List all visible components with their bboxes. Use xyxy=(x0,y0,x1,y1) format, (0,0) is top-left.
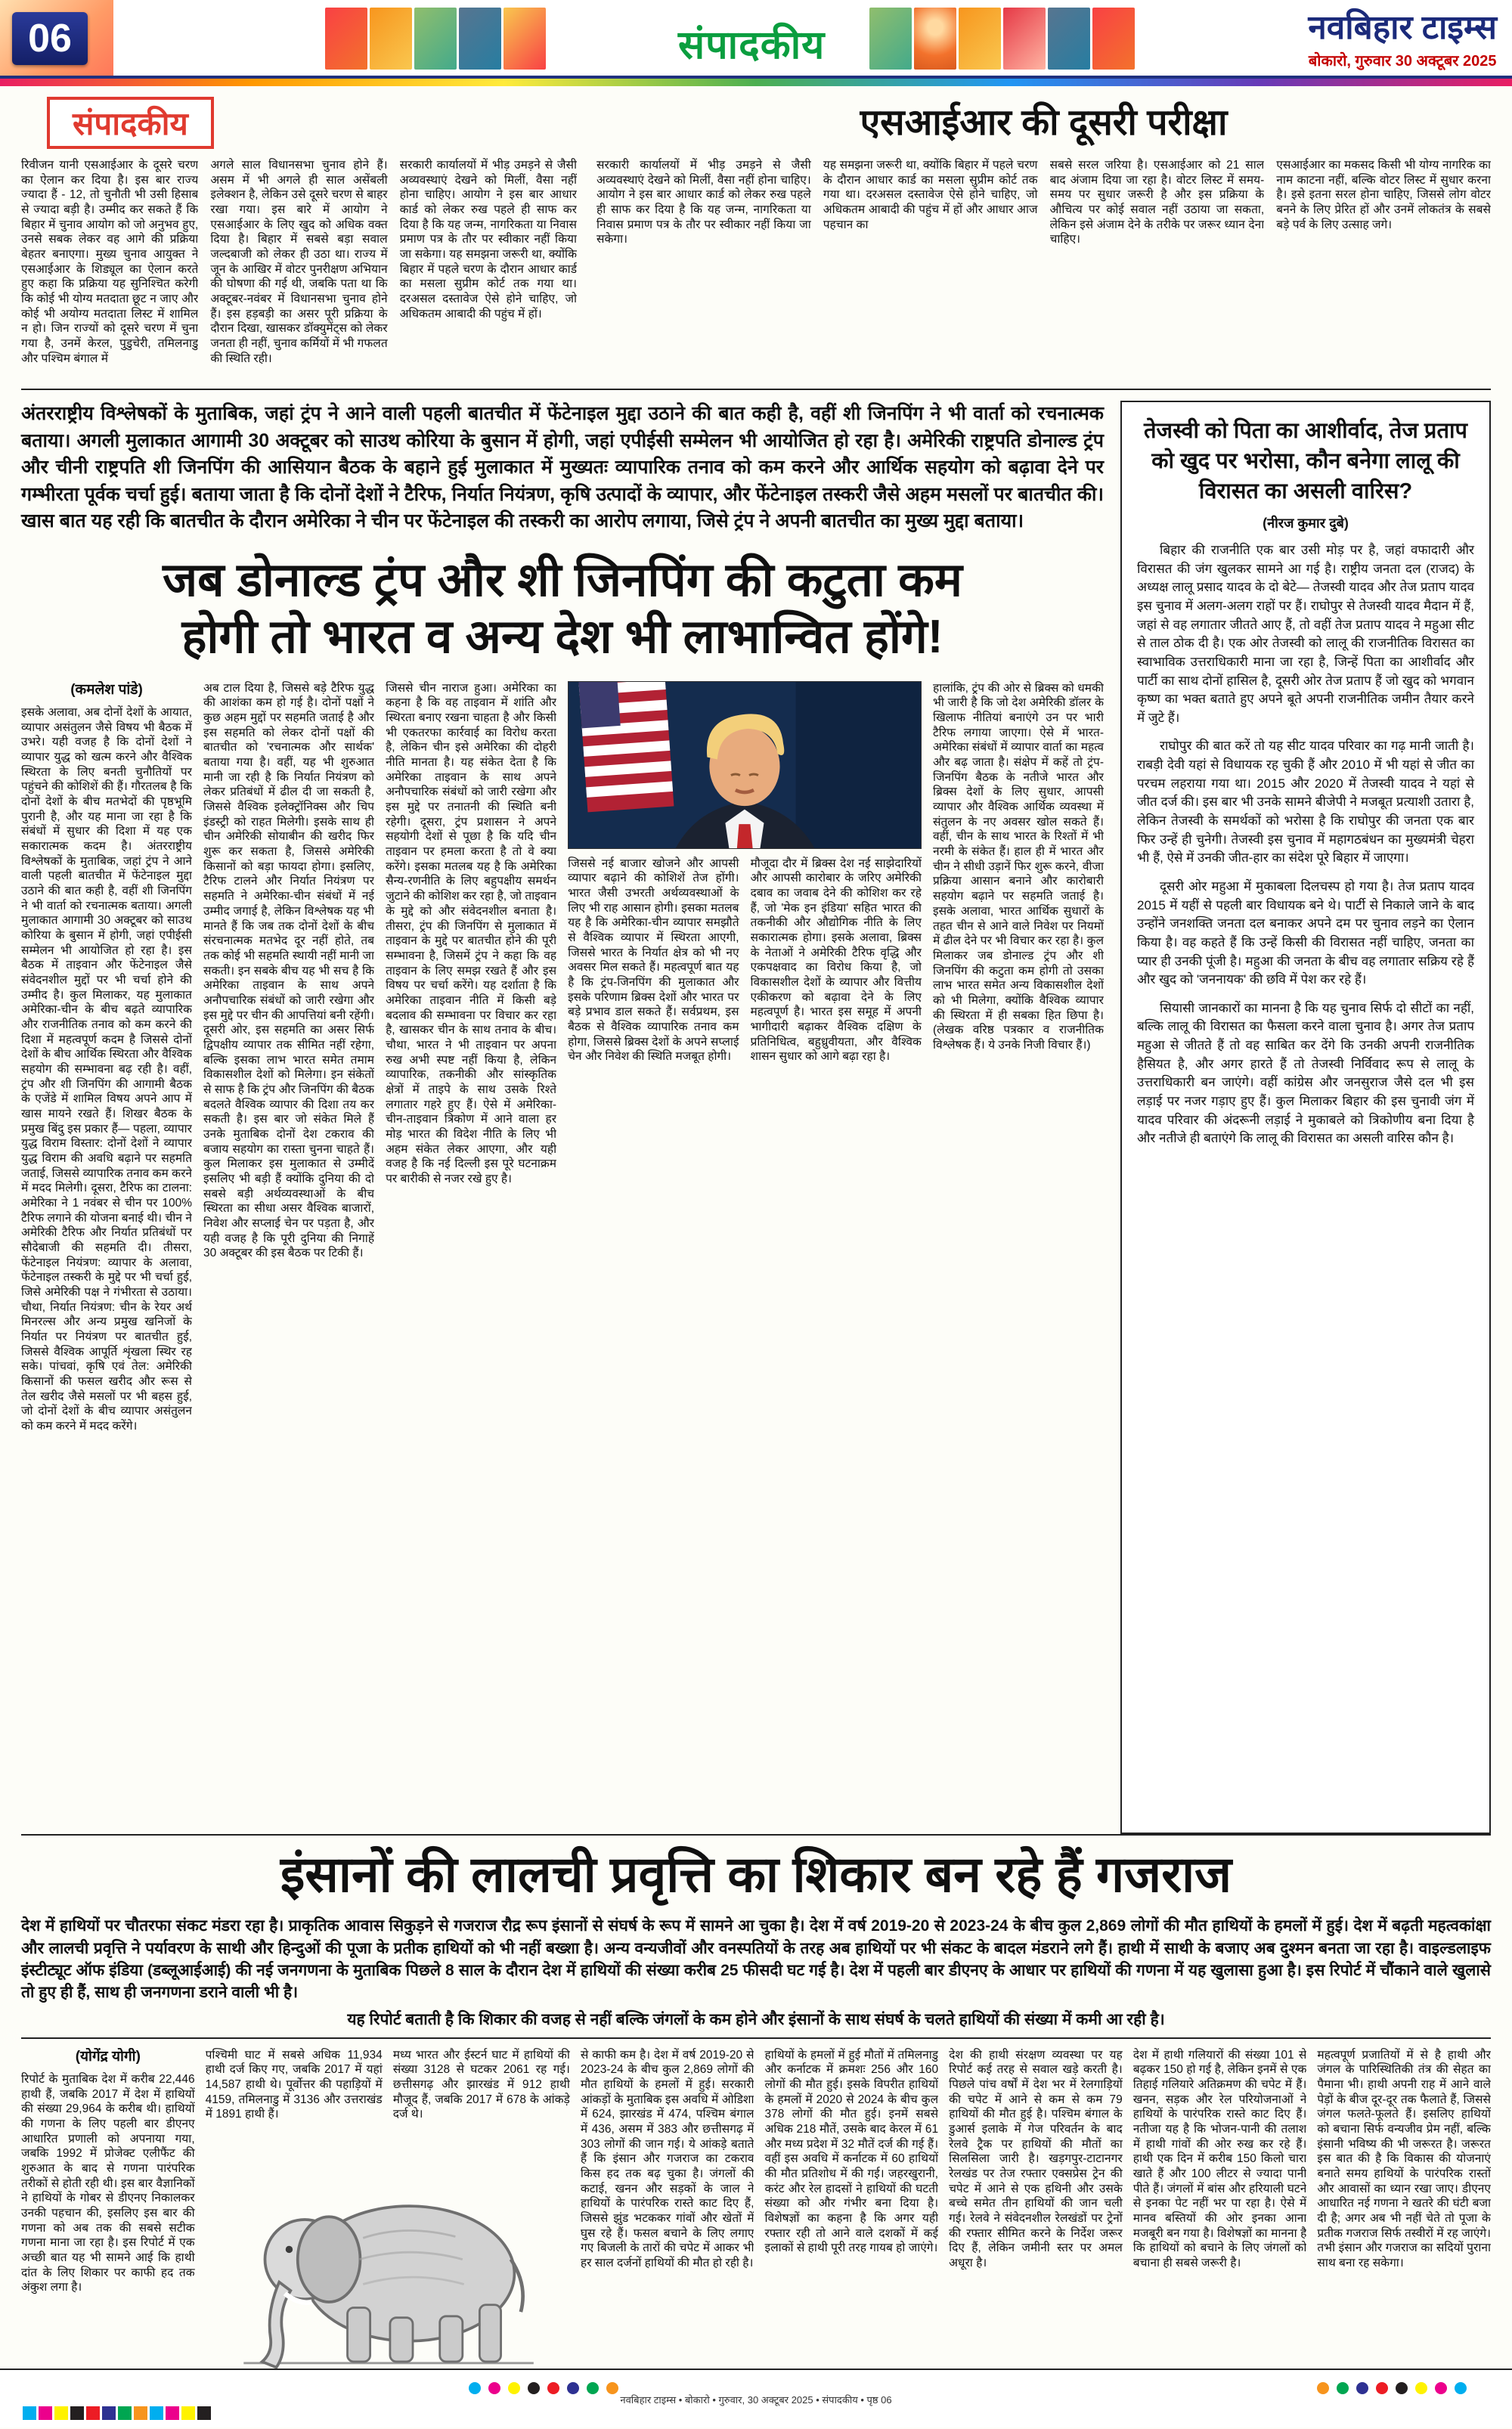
article-column: अब टाल दिया है, जिससे बड़े टैरिफ युद्ध की आशंका कम हो गई है। दोनों पक्षों ने कुछ अहम मुद्दों पर सहमति जताई है और इस सहमति को लेकर दोनों पक्षों की बातचीत को 'रचनात्मक और सार्थक' बताया गया है। वहीं, यह भी शुरुआत मानी जा रही है कि निर्यात नियंत्रण को लेकर प्रतिबंधों में ढील दी जा सकती है, जिससे वैश्विक इलेक्ट्रॉनिक्स और चिप इंडस्ट्री को राहत मिलेगी। इसके साथ ही चीन अमेरिकी सोयाबीन की खरीद फिर शुरू कर सकता है, जिससे अमेरिकी किसानों को बड़ा फायदा होगा। इसलिए, टैरिफ टालने और निर्यात नियंत्रण पर सहमति ने अमेरिका-चीन संबंधों में नई उम्मीद जगाई है, लेकिन विश्लेषक यह भी मानते हैं कि जब तक दोनों देशों के बीच संरचनात्मक मतभेद दूर नहीं होते, तब तक कोई भी सहमति स्थायी नहीं मानी जा सकती। इन सबके बीच यह भी सच है कि अमेरिका ताइवान के साथ अपने अनौपचारिक संबंधों को जारी रखेगा और इस मुद्दे पर चीन की आपत्तियां बनी रहेंगी। दूसरी ओर, इस सहमति का असर सिर्फ द्विपक्षीय व्यापार तक सीमित नहीं रहेगा, बल्कि इसका लाभ भारत समेत तमाम विकासशील देशों को मिलेगा। इन संकेतों से साफ है कि ट्रंप और जिनपिंग की बैठक बदलते वैश्विक व्यापार की दिशा तय कर सकती है। इस बार जो संकेत मिले हैं उनके मुताबिक दोनों देश टकराव की बजाय सहयोग का रास्ता चुनना चाहते हैं। कुल मिलाकर इस मुलाकात से उम्मीदें इसलिए भी बड़ी हैं क्योंकि दुनिया की दो सबसे बड़ी अर्थव्यवस्थाओं के बीच स्थिरता का सीधा असर वैश्विक बाजारों, निवेश और सप्लाई चेन पर पड़ता है, और यही वजह है कि पूरी दुनिया की निगाहें 30 अक्टूबर की इस बैठक पर टिकी हैं। xyxy=(203,681,375,1260)
print-registration-squares xyxy=(23,2406,211,2420)
masthead-collage-right xyxy=(869,8,1135,70)
article-column: हालांकि, ट्रंप की ओर से ब्रिक्स को धमकी भी जारी है कि जो देश अमेरिकी डॉलर के खिलाफ नीतियां बनाएंगे उन पर भारी टैरिफ लगाया जाएगा। ऐसे में भारत-अमेरिका संबंधों में व्यापार वार्ता का महत्व और बढ़ जाता है। संक्षेप में कहें तो ट्रंप-जिनपिंग बैठक के नतीजे भारत और ब्रिक्स देशों के लिए सुधार, आपसी व्यापार और वैश्विक आर्थिक व्यवस्था में संतुलन के नए अवसर खोल सकते हैं। वहीं, चीन के साथ भारत के रिश्तों में भी नरमी के संकेत हैं। हाल ही में भारत और चीन ने सीधी उड़ानें फिर शुरू करने, वीजा प्रक्रिया आसान बनाने और कारोबारी सहयोग बढ़ाने पर सहमति जताई है। इसके अलावा, भारत आर्थिक सुधारों के तहत चीन से आने वाले निवेश पर नियमों में ढील देने पर भी विचार कर रहा है। कुल मिलाकर जब डोनाल्ड ट्रंप और शी जिनपिंग की कटुता कम होगी तो उसका लाभ भारत समेत अन्य विकासशील देशों को भी मिलेगा, क्योंकि वैश्विक व्यापार की स्थिरता में ही सबका हित छिपा है। (लेखक वरिष्ठ पत्रकार व राजनीतिक विश्लेषक हैं। ये उनके निजी विचार हैं।) xyxy=(932,681,1104,1052)
editorial-left-columns xyxy=(21,158,577,385)
article-column: से काफी कम है। देश में वर्ष 2019-20 से 2023-24 के बीच कुल 2,869 लोगों की मौत हाथियों के हमलों में हुई। सरकारी आंकड़ों के मुताबिक इस अवधि में ओडिशा में 624, झारखंड में 474, पश्चिम बंगाल में 436, असम में 383 और छत्तीसगढ़ में 303 लोगों की जान गई। ये आंकड़े बताते हैं कि इंसान और गजराज का टकराव किस हद तक बढ़ चुका है। जंगलों की कटाई, खनन और सड़कों के जाल ने हाथियों के पारंपरिक रास्ते काट दिए हैं, जिससे झुंड भटककर गांवों और खेतों में घुस रहे हैं। फसल बचाने के लिए लगाए गए बिजली के तारों की चपेट में आकर भी हर साल दर्जनों हाथियों की मौत हो रही है। xyxy=(580,2048,754,2270)
sidebar-paragraph: दूसरी ओर महुआ में मुकाबला दिलचस्प हो गया है। तेज प्रताप यादव 2015 में यहीं से पहली बार विधायक बने थे। पार्टी से निकाले जाने के बाद उन्होंने जनशक्ति जनता दल बनाकर अपने दम पर चुनाव लड़ने का ऐलान किया है। वह कहते हैं कि उन्हें किसी की विरासत नहीं चाहिए, जनता का प्यार ही उनकी पूंजी है। महुआ की जनता के बीच वह लगातार सक्रिय रहे हैं और खुद को 'जननायक' की छवि में पेश कर रहे हैं। xyxy=(1137,878,1474,987)
article-column: हाथियों के हमलों में हुई मौतों में तमिलनाडु और कर्नाटक में क्रमशः 256 और 160 लोगों की मौत हुई। इसके विपरीत हाथियों के हमलों में 2020 से 2024 के बीच कुल 378 लोगों की मौत हुई। इनमें सबसे अधिक 218 मौतें, उसके बाद केरल में 61 और मध्य प्रदेश में 32 मौतें दर्ज की गई हैं। वहीं इस अवधि में कर्नाटक में 60 हाथियों की मौत प्रतिशोध में की गई। जहरखुरानी, करंट और रेल हादसों ने हाथियों की घटती संख्या को और गंभीर बना दिया है। विशेषज्ञों का कहना है कि अगर यही रफ्तार रही तो आने वाले दशकों में कई इलाकों से हाथी पूरी तरह गायब हो जाएंगे। xyxy=(764,2048,939,2255)
editorial-column: यह समझना जरूरी था, क्योंकि बिहार में पहले चरण के दौरान आधार कार्ड का मसला सुप्रीम कोर्ट तक गया था। दरअसल दस्तावेज ऐसे होने चाहिए, जो अधिकतम आबादी की पहुंच में हों और आधार आज पहचान का xyxy=(823,159,1038,231)
article-column: महत्वपूर्ण प्रजातियों में से है हाथी और जंगल के पारिस्थितिकी तंत्र की सेहत का पैमाना भी। हाथी अपनी राह में आने वाले पेड़ों के बीज दूर-दूर तक फैलाते हैं, जिससे जंगल फलते-फूलते हैं। इसलिए हाथियों को बचाना सिर्फ वन्यजीव प्रेम नहीं, बल्कि इंसानी भविष्य की भी जरूरत है। जरूरत इस बात की है कि विकास की योजनाएं बनाते समय हाथियों के पारंपरिक रास्तों और आवासों का ध्यान रखा जाए। डीएनए आधारित नई गणना ने खतरे की घंटी बजा दी है; अगर अब भी नहीं चेते तो पूजा के प्रतीक गजराज सिर्फ तस्वीरों में रह जाएंगे। तभी इंसान और गजराज का सदियों पुराना साथ बना रह सकेगा। xyxy=(1317,2048,1491,2270)
byline: (योगेंद्र योगी) xyxy=(75,2048,141,2065)
article-column: देश की हाथी संरक्षण व्यवस्था पर यह रिपोर्ट कई तरह से सवाल खड़े करती है। पिछले पांच वर्षों में देश भर में रेलगाड़ियों की चपेट में आने से कम से कम 79 हाथियों की मौत हुई है। पश्चिम बंगाल के डुआर्स इलाके में गेज परिवर्तन के बाद रेलवे ट्रैक पर हाथियों की मौतों का सिलसिला जारी है। खड़गपुर-टाटानगर रेलखंड पर तेज रफ्तार एक्सप्रेस ट्रेन की चपेट में आने से एक हथिनी और उसके बच्चे समेत तीन हाथियों की जान चली गई। रेलवे ने संवेदनशील रेलखंडों पर ट्रेनों की रफ्तार सीमित करने के निर्देश जरूर दिए हैं, लेकिन जमीनी स्तर पर अमल अधूरा है। xyxy=(949,2048,1123,2270)
collage-image xyxy=(414,8,457,70)
editorial-column: सरकारी कार्यालयों में भीड़ उमड़ने से जैसी अव्यवस्थाएं देखने को मिलीं, वैसा नहीं होना चाहिए। आयोग ने इस बार आधार कार्ड को लेकर रुख पहले ही साफ कर दिया है कि यह जन्म, नागरिकता या निवास प्रमाण पत्र के तौर पर स्वीकार नहीं किया जा सकेगा। यह समझना जरूरी था, क्योंकि बिहार में पहले चरण के दौरान आधार कार्ड का मसला सुप्रीम कोर्ट तक गया था। दरअसल दस्तावेज ऐसे होने चाहिए, जो अधिकतम आबादी की पहुंच में हों। xyxy=(399,159,577,321)
trump-article-body xyxy=(21,681,1104,1755)
masthead xyxy=(0,0,1512,79)
trump-photo xyxy=(568,681,922,849)
photo-column-group xyxy=(568,681,922,1755)
sidebar-article xyxy=(1120,401,1491,1834)
article-column xyxy=(21,2048,195,2369)
article-column: मौजूदा दौर में ब्रिक्स देश नई साझेदारियों और आपसी कारोबार के जरिए अमेरिकी दबाव का जवाब देने की कोशिश कर रहे हैं, जो 'मेक इन इंडिया' सहित भारत की तकनीकी और औद्योगिक नीति के लिए सकारात्मक होगा। इसके अलावा, ब्रिक्स के नेताओं ने अमेरिकी टैरिफ वृद्धि और एकपक्षवाद का विरोध किया है, जो विकासशील देशों के व्यापार और वित्तीय एकीकरण को बढ़ावा देने के लिए महत्वपूर्ण है। भारत इस समूह में अपनी भागीदारी बढ़ाकर वैश्विक दक्षिण के प्रतिनिधित्व, बहुध्रुवीयता, और वैश्विक शासन सुधार को आगे बढ़ा रहा है। xyxy=(750,857,922,1064)
trump-article xyxy=(21,401,1104,1834)
intro-divider xyxy=(21,2037,1491,2039)
sidebar-paragraph: राघोपुर की बात करें तो यह सीट यादव परिवार का गढ़ मानी जाती है। राबड़ी देवी यहां से विधायक रह चुकी हैं और 2010 में भी यहां से जीत का परचम लहराया गया था। 2015 और 2020 में तेजस्वी यादव ने यहां से जीत दर्ज की। इस बार भी उनके सामने बीजेपी ने मजबूत प्रत्याशी उतारा है, लेकिन तेजस्वी के समर्थकों को भरोसा है कि राघोपुर की जनता एक बार फिर उन्हें ही चुनेगी। तेजस्वी इस चुनाव में महागठबंधन का मुख्यमंत्री चेहरा भी हैं, ऐसे में उनकी जीत-हार का संदेश पूरे बिहार में जाएगा। xyxy=(1137,739,1474,866)
article-column: देश में हाथी गलियारों की संख्या 101 से बढ़कर 150 हो गई है, लेकिन इनमें से एक तिहाई गलियारे अतिक्रमण की चपेट में हैं। खनन, सड़क और रेल परियोजनाओं ने हाथियों के पारंपरिक रास्ते काट दिए हैं। नतीजा यह है कि भोजन-पानी की तलाश में हाथी गांवों की ओर रुख कर रहे हैं। हाथी एक दिन में करीब 150 किलो चारा खाते हैं और 100 लीटर से ज्यादा पानी पीते हैं। जंगलों में बांस और हरियाली घटने से इनका पेट नहीं भर पा रहा है। ऐसे में मानव बस्तियों की ओर इनका आना मजबूरी बन गया है। विशेषज्ञों का मानना है कि हाथियों को बचाने के लिए जंगलों को बचाना ही सबसे जरूरी है। xyxy=(1132,2048,1307,2270)
photo-column-pair xyxy=(568,857,922,1755)
editorial-right-columns xyxy=(596,158,1491,385)
sidebar-headline: तेजस्वी को पिता का आशीर्वाद, तेज प्रताप को खुद पर भरोसा, कौन बनेगा लालू की विरासत का असली वारिस? xyxy=(1144,419,1467,504)
column-text: रिपोर्ट के मुताबिक देश में करीब 22,446 हाथी हैं, जबकि 2017 में देश में हाथियों की संख्या 29,964 के करीब थी। हाथियों की गणना के लिए पहली बार डीएनए आधारित प्रणाली को अपनाया गया, जबकि 1992 में प्रोजेक्ट एलीफैंट की शुरुआत के बाद से गणना पारंपरिक तरीकों से होती रही थी। इस बार वैज्ञानिकों ने हाथियों के गोबर से डीएनए निकालकर उनकी पहचान की, इसलिए इस बार की गणना को अब तक की सबसे सटीक गणना माना जा रहा है। इस रिपोर्ट में एक अच्छी बात यह भी सामने आई कि हाथी दांत के लिए शिकार पर काफी हद तक अंकुश लगा है। xyxy=(21,2072,195,2294)
editorial-column: सबसे सरल जरिया है। एसआईआर को 21 साल बाद अंजाम दिया जा रहा है। वोटर लिस्ट में समय-समय पर सुधार जरूरी है और इस प्रक्रिया के औचित्य पर कोई सवाल नहीं उठाया जा सकता, लेकिन इसे अंजाम देने के तरीके पर जरूर ध्यान देना चाहिए। xyxy=(1049,159,1265,246)
sidebar-paragraph: बिहार की राजनीति एक बार उसी मोड़ पर है, जहां वफादारी और विरासत की जंग खुलकर सामने आ गई है। राष्ट्रीय जनता दल (राजद) के अध्यक्ष लालू प्रसाद यादव के दो बेटे— तेजस्वी यादव और तेज प्रताप यादव इस चुनाव में अलग-अलग राहों पर हैं। राघोपुर से तेजस्वी यादव मैदान में हैं, जहां से वह लगातार जीतते आए हैं, तो वहीं तेज प्रताप यादव ने महुआ सीट से ताल ठोक दी है। एक ओर तेजस्वी को लालू की राजनीतिक विरासत का स्वाभाविक उत्तराधिकारी माना जा रहा है, जिन्हें पिता का आशीर्वाद और पार्टी का साथ दोनों हासिल है, दूसरी ओर तेज प्रताप हैं जो खुद को भगवान कृष्ण का भक्त बताते हुए अपने बूते अपनी राजनीतिक जमीन तैयार करने में जुटे हैं। xyxy=(1137,543,1474,725)
byline: (कमलेश पांडे) xyxy=(70,681,143,698)
editorial-column: सरकारी कार्यालयों में भीड़ उमड़ने से जैसी अव्यवस्थाएं देखने को मिलीं, वैसा नहीं होना चाहिए। आयोग ने इस बार आधार कार्ड को लेकर रुख पहले ही साफ कर दिया है कि यह जन्म, नागरिकता या निवास प्रमाण पत्र के तौर पर स्वीकार नहीं किया जा सकेगा। xyxy=(596,159,811,246)
collage-image xyxy=(370,8,412,70)
page-number: 06 xyxy=(12,12,88,65)
trump-article-intro: अंतरराष्ट्रीय विश्लेषकों के मुताबिक, जहां ट्रंप ने आने वाली पहली बातचीत में फेंटेनाइल मुद्दा उठाने की बात कही है, वहीं शी जिनपिंग ने भी वार्ता को रचनात्मक बताया। अगली मुलाकात आगामी 30 अक्टूबर को साउथ कोरिया के बुसान में होगी, जहां एपीईसी सम्मेलन भी आयोजित हो रहा है। अमेरिकी राष्ट्रपति डोनाल्ड ट्रंप और चीनी राष्ट्रपति शी जिनपिंग की आसियान बैठक के बहाने हुई मुलाकात में मुख्यतः व्यापारिक तनाव को कम करने और आर्थिक सहयोग को बढ़ावा देने पर गम्भीरता पूर्वक चर्चा हुई। बताया जाता है कि दोनों देशों ने टैरिफ, निर्यात नियंत्रण, कृषि उत्पादों के व्यापार, और फेंटेनाइल तस्करी जैसे अहम मसलों पर बातचीत की। खास बात यह रही कि बातचीत के दौरान अमेरिका ने चीन पर फेंटेनाइल की तस्करी का आरोप लगाया, जिसे ट्रंप ने अपनी बातचीत का मुख्य मुद्दा बताया। xyxy=(21,403,1104,531)
sidebar-paragraph: सियासी जानकारों का मानना है कि यह चुनाव सिर्फ दो सीटों का नहीं, बल्कि लालू की विरासत का फैसला करने वाला चुनाव है। अगर तेज प्रताप महुआ से जीतते हैं तो वह साबित कर देंगे कि उनकी अपनी राजनीतिक हैसियत है, और अगर हारते हैं तो तेजस्वी निर्विवाद रूप से लालू के उत्तराधिकारी बन जाएंगे। वहीं कांग्रेस और जनसुराज जैसे दल भी इस लड़ाई पर नजर गड़ाए हुए हैं। कुल मिलाकर बिहार की इस चुनावी जंग में यादव परिवार की अंदरूनी लड़ाई ने मुकाबले को त्रिकोणीय बना दिया है और नतीजे ही बताएंगे कि लालू की विरासत का असली वारिस कौन है। xyxy=(1137,1000,1474,1146)
rainbow-strip xyxy=(0,79,1512,86)
article-column: पश्चिमी घाट में सबसे अधिक 11,934 हाथी दर्ज किए गए, जबकि 2017 में यहां 14,587 हाथी थे। पूर्वोत्तर की पहाड़ियों में 4159, तमिलनाडु में 3136 और उत्तराखंड में 1891 हाथी हैं। xyxy=(205,2048,383,2121)
elephant-intro-center: यह रिपोर्ट बताती है कि शिकार की वजह से नहीं बल्कि जंगलों के कम होने और इंसानों के साथ संघर्ष के चलते हाथियों की संख्या में कमी आ रही है। xyxy=(347,2010,1165,2028)
editorial-column: अगले साल विधानसभा चुनाव होने हैं। असम में भी अगले ही साल असेंबली इलेक्शन है, लेकिन उसे दूसरे चरण से बाहर रखा गया। इस बारे में आयोग ने एसआईआर के लिए खुद को अधिक वक्त दिया है। बिहार में सबसे बड़ा सवाल जल्दबाजी को लेकर ही उठा था। राज्य में जून के आखिर में वोटर पुनरीक्षण अभियान की घोषणा की गई थी, जबकि पता था कि अक्टूबर-नवंबर में विधानसभा चुनाव होने हैं। इस हड़बड़ी का असर पूरी प्रक्रिया के दौरान दिखा, खासकर डॉक्युमेंट्स को लेकर जनता ही नहीं, चुनाव कर्मियों में भी गफलत की स्थिति रही। xyxy=(210,159,388,365)
section-title: संपादकीय xyxy=(677,23,826,67)
collage-image xyxy=(959,8,1001,70)
headline-line-2: होगी तो भारत व अन्य देश भी लाभान्वित होंगे! xyxy=(181,611,943,664)
elephant-article-body xyxy=(21,2048,1491,2369)
editorial-left-block xyxy=(21,97,577,389)
collage-image xyxy=(1048,8,1090,70)
masthead-collage-left xyxy=(325,8,546,70)
elephant-column-pair xyxy=(206,2048,570,2154)
article-column: जिससे चीन नाराज हुआ। अमेरिका का कहना है कि वह ताइवान में शांति और स्थिरता बनाए रखना चाहता है और किसी भी एकतरफा कार्रवाई का विरोध करता है, लेकिन चीन इसे अमेरिका की दोहरी नीति मानता है। यह संकेत देता है कि अमेरिका ताइवान के साथ अपने अनौपचारिक संबंधों को जारी रखेगा और इस मुद्दे पर तनातनी की स्थिति बनी रहेगी। दूसरा, ट्रंप प्रशासन ने अपने सहयोगी देशों से पूछा है कि यदि चीन ताइवान पर हमला करता है तो वे क्या करेंगे। इसका मतलब यह है कि अमेरिका सैन्य-रणनीति के लिए बहुपक्षीय समर्थन जुटाने की कोशिश कर रहा है, जो ताइवान के मुद्दे को और संवेदनशील बनाता है। तीसरा, ट्रंप की जिनपिंग से मुलाकात में ताइवान के मुद्दे पर बातचीत होने की पूरी सम्भावना है, जिसमें ट्रंप ने कहा कि वह ताइवान के लिए समझ रखते हैं और इस विषय पर चर्चा करेंगे। यह दर्शाता है कि अमेरिका ताइवान नीति में किसी बड़े बदलाव की सम्भावना पर विचार कर रहा है, खासकर चीन के साथ तनाव के बीच। चौथा, भारत ने भी ताइवान पर अपना रुख अभी स्पष्ट नहीं किया है, लेकिन व्यापारिक, तकनीकी और सांस्कृतिक क्षेत्रों में ताइपे के साथ उसके रिश्ते लगातार गहरे हुए हैं। ऐसे में अमेरिका-चीन-ताइवान त्रिकोण में आने वाला हर मोड़ भारत की विदेश नीति के लिए भी अहम संकेत लेकर आएगा, और यही वजह है कि नई दिल्ली इस पूरे घटनाक्रम पर बारीकी से नजर रखे हुए है। xyxy=(386,681,557,1185)
elephant-headline: इंसानों की लालची प्रवृत्ति का शिकार बन रहे हैं गजराज xyxy=(280,1846,1232,1902)
imprint-line: नवबिहार टाइम्स • बोकारो • गुरुवार, 30 अक्टूबर 2025 • संपादकीय • पृष्ठ 06 xyxy=(620,2394,892,2406)
sidebar-byline: (नीरज कुमार दुबे) xyxy=(1263,516,1349,531)
us-flag-icon xyxy=(578,682,674,812)
article-column: जिससे नई बाजार खोजने और आपसी व्यापार बढ़ाने की कोशिशें तेज होंगी। भारत जैसी उभरती अर्थव्यवस्थाओं के लिए भी राह आसान होगी। इसका मतलब यह है कि अमेरिका-चीन व्यापार समझौते से वैश्विक व्यापार में स्थिरता आएगी, जिससे भारत के निर्यात क्षेत्र को भी नए अवसर मिल सकते हैं। महत्वपूर्ण बात यह है कि ट्रंप-जिनपिंग की मुलाकात और इसके परिणाम ब्रिक्स देशों और भारत पर बड़े प्रभाव डाल सकते हैं। सर्वप्रथम, इस बैठक से वैश्विक व्यापारिक तनाव कम होगा, जिससे ब्रिक्स देशों के अपने सप्लाई चेन और निवेश की स्थिति मजबूत होगी। xyxy=(568,857,739,1064)
trump-article-headline xyxy=(26,552,1099,666)
elephant-illustration xyxy=(206,2160,570,2369)
page-footer xyxy=(0,2369,1512,2427)
paper-masthead xyxy=(1308,11,1497,70)
headline-line-1: जब डोनाल्ड ट्रंप और शी जिनपिंग की कटुता कम xyxy=(163,553,962,606)
elephant-article xyxy=(0,1836,1512,2369)
editorial-column: रिवीजन यानी एसआईआर के दूसरे चरण का ऐलान कर दिया है। इस बार राज्य ज्यादा हैं - 12, तो चुनौती भी उसी हिसाब से ज्यादा बड़ी है। उम्मीद कर सकते हैं कि बिहार में चुनाव आयोग को जो अनुभव हुए, उनसे सबक लेकर वह आगे की प्रक्रिया बेहतर बनाएगा। मुख्य चुनाव आयुक्त ने एसआईआर के शिड्यूल का ऐलान करते हुए कहा कि प्रक्रिया यह सुनिश्चित करेगी कि कोई भी योग्य मतदाता छूट न जाए और कोई भी अयोग्य मतदाता लिस्ट में शामिल न हो। जिन राज्यों को दूसरे चरण में चुना गया है, उनमें केरल, पुडुचेरी, तमिलनाडु और पश्चिम बंगाल में xyxy=(21,159,199,365)
trump-photo-graphic xyxy=(569,682,921,848)
paper-name: नवबिहार टाइम्स xyxy=(1308,9,1497,46)
article-column: मध्य भारत और ईस्टर्न घाट में हाथियों की संख्या 3128 से घटकर 2061 रह गई। छत्तीसगढ़ और झारखंड में 912 हाथी मौजूद हैं, जबकि 2017 में 678 के आंकड़े दर्ज थे। xyxy=(392,2048,570,2121)
elephant-column-group xyxy=(206,2048,570,2369)
dateline: बोकारो, गुरुवार 30 अक्टूबर 2025 xyxy=(1308,53,1497,70)
editorial-headline: एसआईआर की दूसरी परीक्षा xyxy=(860,103,1228,143)
elephant-intro: देश में हाथियों पर चौतरफा संकट मंडरा रहा है। प्राकृतिक आवास सिकुड़ने से गजराज रौद्र रूप इंसानों से संघर्ष के रूप में सामने आ चुका है। देश में वर्ष 2019-20 से 2023-24 के बीच कुल 2,869 लोगों की मौत हाथियों के हमलों में हुई। देश में बढ़ती महत्वकांक्षा और लालची प्रवृत्ति ने पर्यावरण के साथी और हिन्दुओं की पूजा के प्रतीक हाथियों को भी नहीं बख्शा है। अन्य वन्यजीवों और वनस्पतियों के तरह अब हाथियों पर भी संकट के बादल मंडराने लगे हैं। हाथी में साथी के बजाए अब दुश्मन बनता जा रहा है। वाइल्डलाइफ इंस्टीट्यूट ऑफ इंडिया (डब्लूआईआई) की नई जनगणना के मुताबिक पिछले 8 साल के दौरान देश में हाथियों की संख्या करीब 25 फीसदी घट गई है। देश में पहली बार डीएनए के आधार पर हाथियों की गणना में यह खुलासा हुआ है। इस रिपोर्ट में चौंकाने वाले खुलासे तो हुए ही हैं, साथ ही जनगणना डराने वाली भी है। xyxy=(21,1917,1491,2002)
editorial-article xyxy=(0,86,1512,389)
collage-image xyxy=(1092,8,1135,70)
collage-image xyxy=(503,8,546,70)
elephant-sketch xyxy=(206,2160,570,2369)
collage-image xyxy=(325,8,367,70)
collage-image xyxy=(1003,8,1046,70)
middle-section xyxy=(0,390,1512,1834)
article-column xyxy=(21,681,192,1755)
collage-image xyxy=(459,8,501,70)
column-text: इसके अलावा, अब दोनों देशों के आयात, व्यापार असंतुलन जैसे विषय भी बैठक में उभरे। यही वजह है कि दोनों देशों ने व्यापार युद्ध को खत्म करने और वैश्विक स्थिरता के लिए बनती चुनौतियों पर पहुंचने की कोशिशें की हैं। गौरतलब है कि दोनों देशों के बीच मतभेदों की पृष्ठभूमि पुरानी है, और यह माना जा रहा है कि संबंधों में सुधार की दिशा में यह एक सकारात्मक कदम है। अंतरराष्ट्रीय विश्लेषकों के मुताबिक, जहां ट्रंप ने आने वाली पहली बातचीत में फेंटेनाइल मुद्दा उठाने की बात कही है, वहीं शी जिनपिंग ने भी वार्ता को रचनात्मक बताया। अगली मुलाकात आगामी 30 अक्टूबर को साउथ कोरिया के बुसान में होगी, जहां एपीईसी सम्मेलन भी आयोजित हो रहा है। इस बैठक में ताइवान और फेंटेनाइल जैसे संवेदनशील मुद्दों पर भी चर्चा होने की उम्मीद है। कुल मिलाकर, यह मुलाकात अमेरिका-चीन के बीच बढ़ते व्यापारिक और राजनीतिक तनाव को कम करने की दिशा में महत्वपूर्ण कदम है जिससे दोनों देशों के बीच आर्थिक स्थिरता और वैश्विक सहयोग की सम्भावना बढ़ रही है। वहीं, ट्रंप और शी जिनपिंग की आगामी बैठक के एजेंडे में शामिल विषय अपने आप में खास मायने रखते हैं। शिखर बैठक के प्रमुख बिंदु इस प्रकार हैं— पहला, व्यापार युद्ध विराम विस्तार: दोनों देशों ने व्यापार युद्ध विराम की अवधि बढ़ाने पर सहमति जताई, जिससे व्यापारिक तनाव कम करने में मदद मिलेगी। दूसरा, टैरिफ का टालना: अमेरिका ने 1 नवंबर से चीन पर 100% टैरिफ लगाने की योजना बनाई थी। चीन ने अमेरिकी टैरिफ और निर्यात प्रतिबंधों पर सौदेबाजी की सहमति दी। तीसरा, फेंटेनाइल नियंत्रण: व्यापार के अलावा, फेंटेनाइल तस्करी के मुद्दे पर भी चर्चा हुई, जिसे अमेरिकी पक्ष ने गंभीरता से उठाया। चौथा, निर्यात नियंत्रण: चीन के रेयर अर्थ मिनरल्स और अन्य प्रमुख खनिजों के निर्यात पर नियंत्रण पर बातचीत हुई, जिससे वैश्विक आपूर्ति शृंखला स्थिर रह सके। पांचवां, कृषि एवं तेल: अमेरिकी किसानों की फसल खरीद और रूस से तेल खरीद जैसे मसलों पर भी बहस हुई, जो दोनों देशों के बीच व्यापार असंतुलन को कम करने में मदद करेंगे। xyxy=(21,705,193,1433)
collage-image xyxy=(869,8,912,70)
editorial-label: संपादकीय xyxy=(47,97,214,149)
editorial-right-block xyxy=(596,97,1491,389)
print-registration-dots xyxy=(1317,2382,1467,2394)
collage-figure-image xyxy=(914,8,956,70)
editorial-column: एसआईआर का मकसद किसी भी योग्य नागरिक का नाम काटना नहीं, बल्कि वोटर लिस्ट में सुधार करना है। इसे इतना सरल होना चाहिए, जिससे लोग वोटर बनने के लिए प्रेरित हों और उनमें लोकतंत्र के सबसे बड़े पर्व के लिए उत्साह जगे। xyxy=(1276,159,1491,231)
